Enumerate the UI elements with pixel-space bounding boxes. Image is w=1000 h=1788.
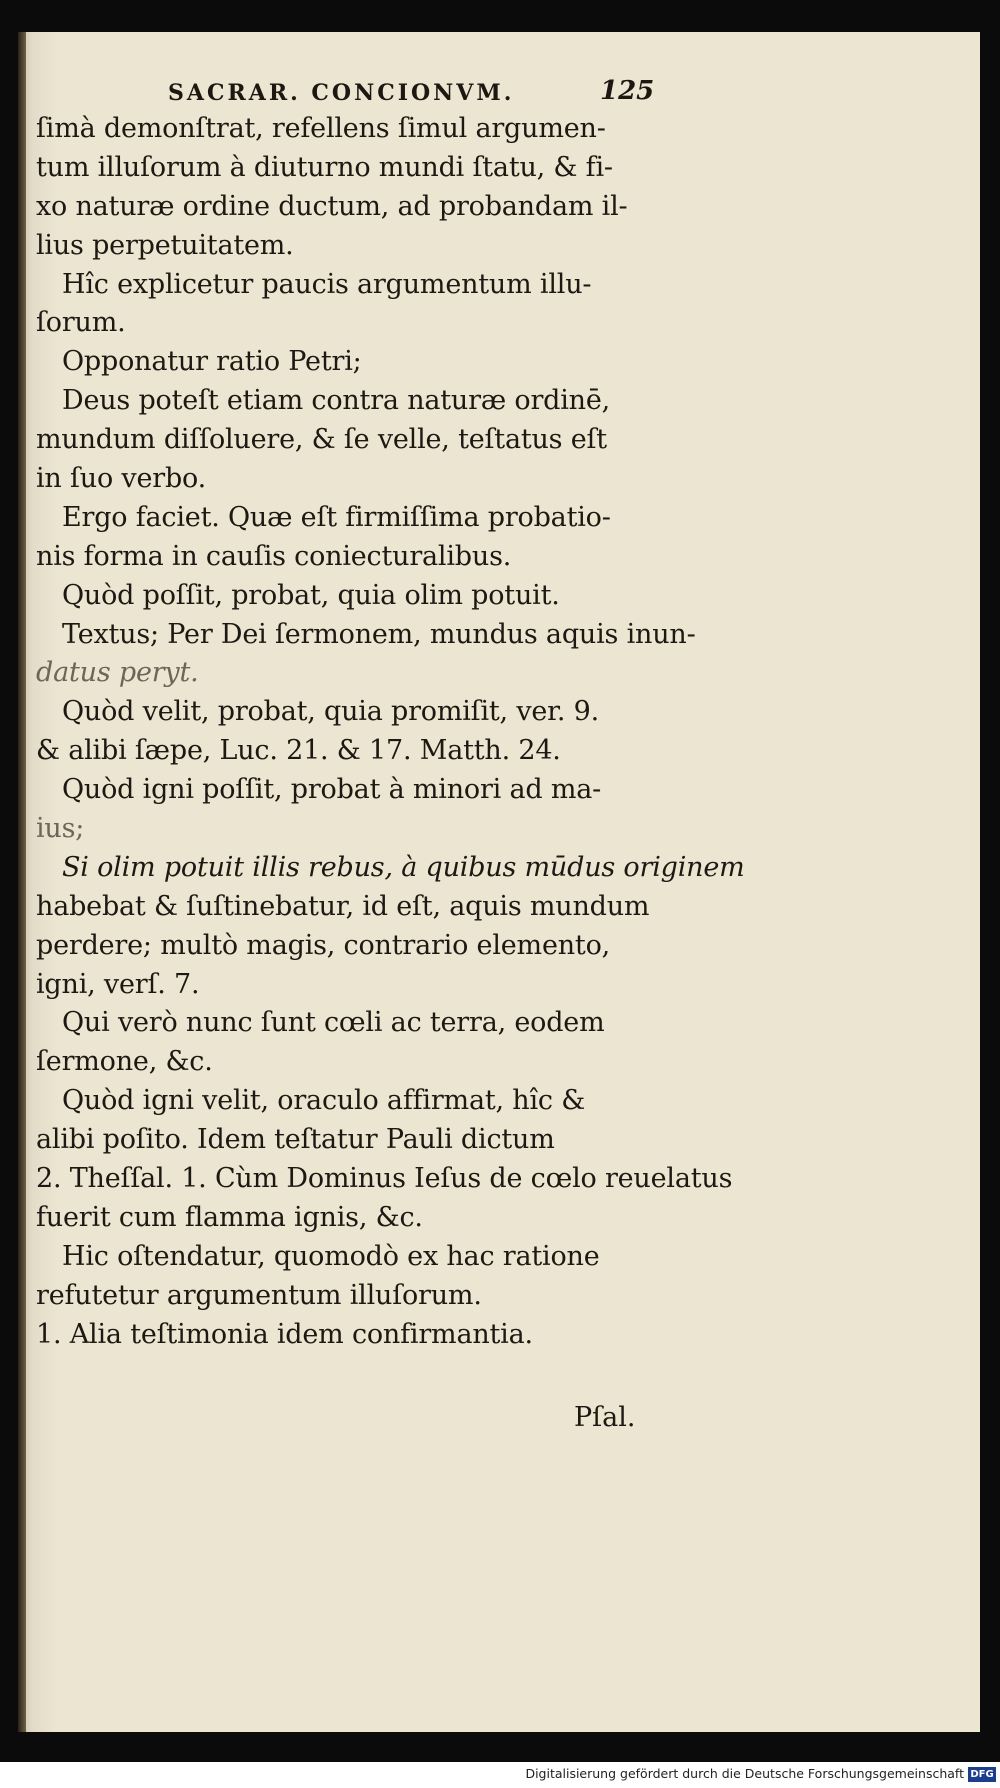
text-line: refutetur argumentum illuſorum.	[36, 1279, 482, 1311]
text-line: Hic oſtendatur, quomodò ex hac ratione	[62, 1240, 600, 1272]
catchword: Pſal.	[574, 1402, 636, 1433]
text-line: alibi poſito. Idem teſtatur Pauli dictum	[36, 1124, 555, 1156]
text-line: Quòd igni poſſit, probat à minori ad ma-	[62, 774, 602, 806]
footer-bar	[0, 1762, 1000, 1788]
text-line: Opponatur ratio Petri;	[62, 346, 362, 378]
text-line: ſimà demonſtrat, refellens ſimul argumen-	[36, 113, 606, 144]
text-line: perdere; multò magis, contrario elemento,	[36, 929, 611, 961]
text-line: datus peryt.	[36, 657, 199, 689]
text-line: mundum diſſoluere, & ſe velle, teſtatus eſt	[36, 424, 607, 456]
running-head: SACRAR. CONCIONVM.	[168, 80, 515, 106]
dfg-logo: DFG	[968, 1767, 996, 1782]
text-line: tum illuſorum à diuturno mundi ſtatu, & fi-	[36, 151, 613, 183]
text-line: Ergo faciet. Quæ eſt firmiſſima probatio-	[62, 501, 611, 533]
text-line: xo naturæ ordine ductum, ad probandam il-	[36, 190, 628, 222]
text-line: & alibi ſæpe, Luc. 21. & 17. Matth. 24.	[36, 735, 561, 767]
book-page	[18, 32, 980, 1732]
page-number: 125	[600, 76, 655, 106]
text-line: Quòd igni velit, oraculo affirmat, hîc &	[62, 1085, 586, 1117]
text-line: habebat & ſuſtinebatur, id eſt, aquis mundum	[36, 890, 650, 922]
text-line: 2. Theſſal. 1. Cùm Dominus Ieſus de cœlo reuelatus	[36, 1163, 733, 1195]
text-line: fuerit cum flamma ignis, &c.	[36, 1201, 423, 1233]
text-line: Deus poteſt etiam contra naturæ ordinē,	[62, 385, 611, 417]
text-line: Quòd velit, probat, quia promiſit, ver. 9.	[62, 696, 600, 728]
text-line: igni, verſ. 7.	[36, 968, 200, 1000]
funding-credit: Digitalisierung gefördert durch die Deutsche Forschungsgemeinschaft	[525, 1766, 964, 1781]
text-line: Hîc explicetur paucis argumentum illu-	[62, 268, 592, 300]
text-line: nis forma in cauſis coniecturalibus.	[36, 540, 512, 572]
text-line: Quòd poſſit, probat, quia olim potuit.	[62, 579, 560, 611]
text-line: Si olim potuit illis rebus, à quibus mūdus originem	[62, 851, 745, 883]
text-line: ſermone, &c.	[36, 1046, 213, 1078]
text-line: in ſuo verbo.	[36, 463, 207, 495]
text-line: ius;	[36, 813, 85, 845]
text-line: Qui verò nunc ſunt cœli ac terra, eodem	[62, 1007, 605, 1039]
text-line: lius perpetuitatem.	[36, 229, 294, 261]
body-text	[24, 110, 745, 1355]
text-line: Textus; Per Dei ſermonem, mundus aquis inun-	[62, 618, 696, 650]
text-line: ſorum.	[36, 307, 126, 339]
text-line: 1. Alia teſtimonia idem confirmantia.	[36, 1318, 533, 1350]
